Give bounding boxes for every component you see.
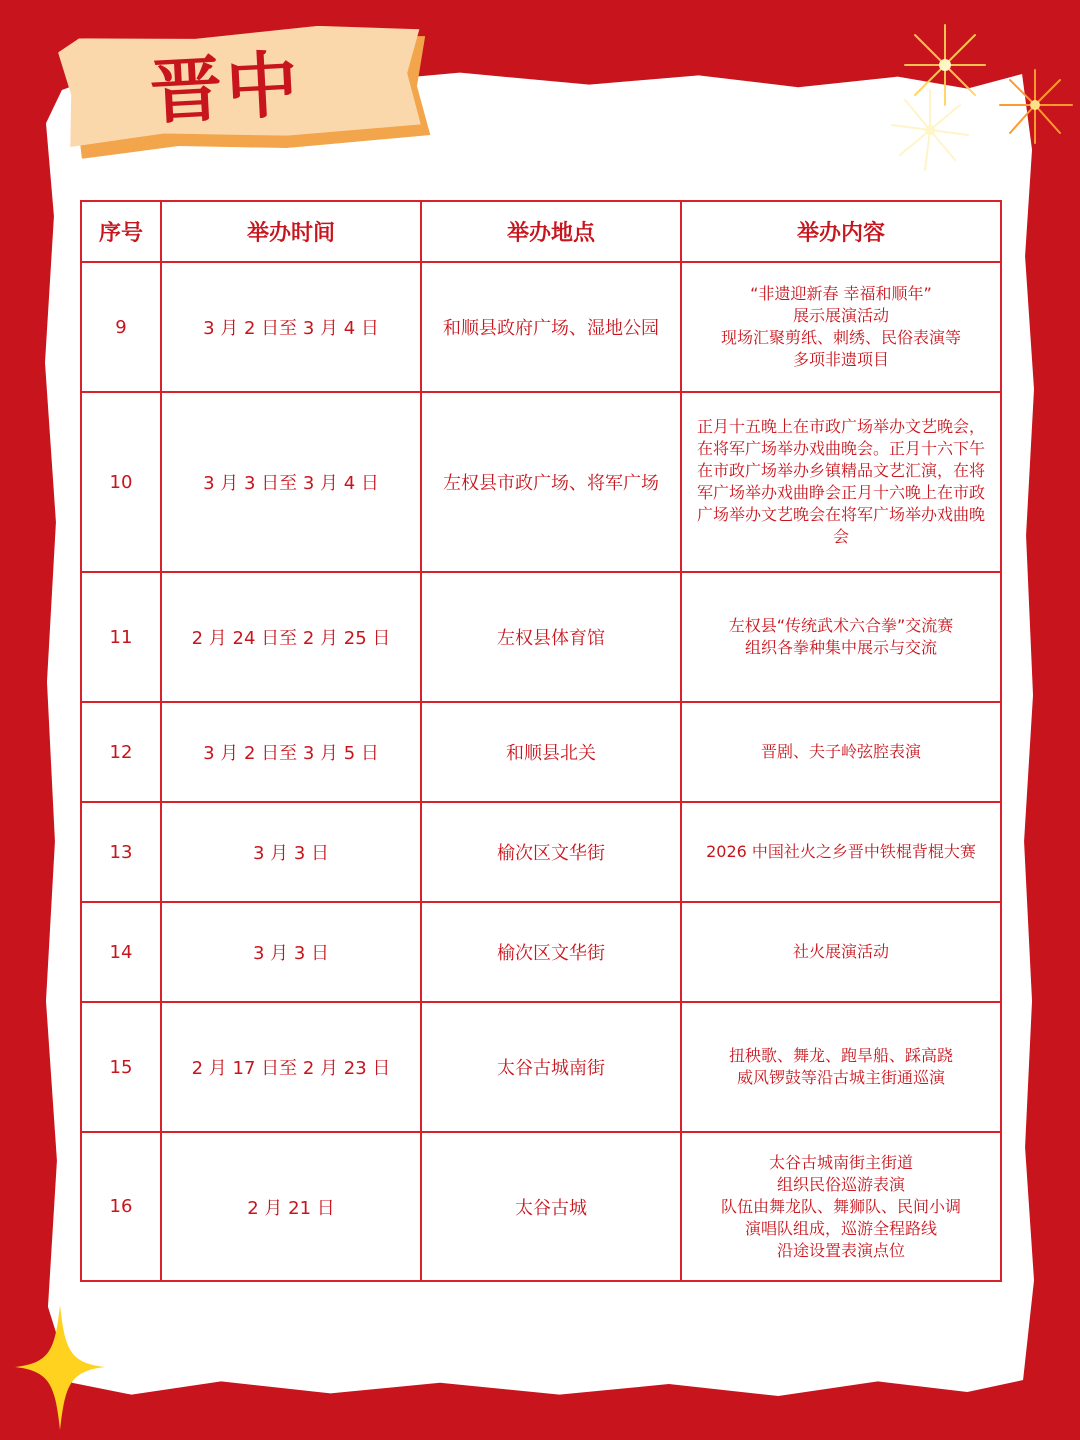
cell-content: 正月十五晚上在市政广场举办文艺晚会，在将军广场举办戏曲晚会。正月十六下午在市政广场举办乡镇精品文艺汇演，在将军广场举办戏曲睁会正月十六晚上在市政广场举办文艺晚会在将军广场举办戏曲晚会	[681, 392, 1001, 572]
cell-content: 太谷古城南街主街道 组织民俗巡游表演 队伍由舞龙队、舞狮队、民间小调 演唱队组成，巡游全程路线 沿途设置表演点位	[681, 1132, 1001, 1281]
cell-place: 榆次区文华街	[421, 802, 681, 902]
table-row	[81, 802, 1001, 902]
cell-time: 2 月 21 日	[161, 1132, 421, 1281]
cell-index: 9	[81, 262, 161, 392]
cell-content: 晋剧、夫子岭弦腔表演	[681, 702, 1001, 802]
page-title: 晋中	[147, 42, 305, 134]
cell-time: 3 月 2 日至 3 月 4 日	[161, 262, 421, 392]
cell-index: 16	[81, 1132, 161, 1281]
cell-index: 15	[81, 1002, 161, 1132]
cell-index: 13	[81, 802, 161, 902]
cell-place: 和顺县北关	[421, 702, 681, 802]
cell-place: 左权县体育馆	[421, 572, 681, 702]
cell-time: 3 月 3 日	[161, 802, 421, 902]
events-table	[80, 200, 1002, 1282]
cell-time: 3 月 3 日	[161, 902, 421, 1002]
table-row	[81, 392, 1001, 572]
cell-place: 太谷古城	[421, 1132, 681, 1281]
cell-content: 2026 中国社火之乡晋中铁棍背棍大赛	[681, 802, 1001, 902]
table-row	[81, 572, 1001, 702]
table-row	[81, 1002, 1001, 1132]
sparkle-star-icon	[15, 1305, 105, 1430]
cell-index: 10	[81, 392, 161, 572]
cell-index: 12	[81, 702, 161, 802]
header-time: 举办时间	[161, 201, 421, 262]
cell-content: 扭秧歌、舞龙、跑旱船、踩高跷 威风锣鼓等沿古城主街通巡演	[681, 1002, 1001, 1132]
table-row	[81, 262, 1001, 392]
cell-index: 14	[81, 902, 161, 1002]
cell-time: 2 月 17 日至 2 月 23 日	[161, 1002, 421, 1132]
header-content: 举办内容	[681, 201, 1001, 262]
table-row	[81, 902, 1001, 1002]
cell-place: 左权县市政广场、将军广场	[421, 392, 681, 572]
cell-place: 榆次区文华街	[421, 902, 681, 1002]
cell-time: 3 月 3 日至 3 月 4 日	[161, 392, 421, 572]
cell-place: 太谷古城南街	[421, 1002, 681, 1132]
table-header-row	[81, 201, 1001, 262]
cell-content: “非遗迎新春 幸福和顺年” 展示展演活动 现场汇聚剪纸、刺绣、民俗表演等 多项非遗项目	[681, 262, 1001, 392]
header-place: 举办地点	[421, 201, 681, 262]
header-index: 序号	[81, 201, 161, 262]
cell-content: 左权县“传统武术六合拳”交流赛 组织各拳种集中展示与交流	[681, 572, 1001, 702]
cell-time: 3 月 2 日至 3 月 5 日	[161, 702, 421, 802]
table-row	[81, 1132, 1001, 1281]
cell-content: 社火展演活动	[681, 902, 1001, 1002]
cell-time: 2 月 24 日至 2 月 25 日	[161, 572, 421, 702]
cell-index: 11	[81, 572, 161, 702]
cell-place: 和顺县政府广场、湿地公园	[421, 262, 681, 392]
table-row	[81, 702, 1001, 802]
fireworks-icon	[850, 5, 1080, 195]
